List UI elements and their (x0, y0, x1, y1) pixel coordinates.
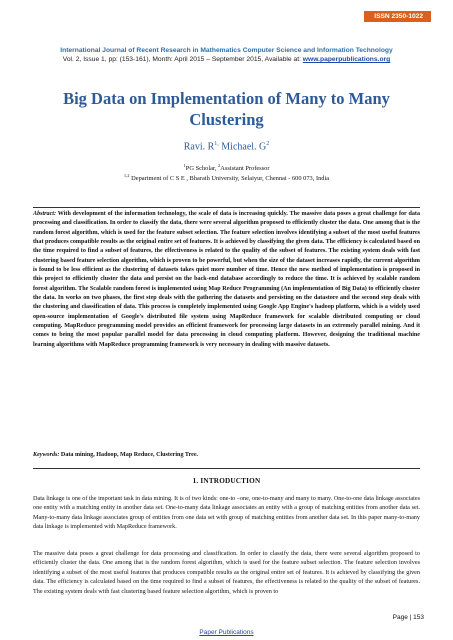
keywords-text: Data mining, Hadoop, Map Reduce, Clustering Tree. (59, 452, 199, 458)
journal-website-link[interactable]: www.paperpublications.org (302, 56, 391, 63)
author-2-sup: 2 (266, 141, 270, 147)
keywords-label: Keywords: (33, 452, 60, 458)
footer-publisher-link[interactable]: Paper Publications (199, 629, 254, 636)
section-heading-introduction: 1. INTRODUCTION (192, 477, 261, 485)
keywords (33, 452, 420, 458)
issn-badge: ISSN 2350-1022 (364, 11, 431, 22)
affil-sup-1: 1 (183, 163, 186, 168)
abstract-bottom-rule (33, 468, 420, 469)
author-1-sup: 1, (214, 141, 219, 147)
affil-role-2: Assistant Professor (220, 165, 270, 173)
affiliation-roles (20, 163, 433, 172)
affil-inst-text: Department of C S E , Bharath University, Selaiyur, Chennai - 600 073, India (129, 175, 330, 183)
author-1: Ravi. R (183, 141, 215, 153)
journal-name: International Journal of Recent Research in Mathematics Computer Science and Information Technology (60, 47, 393, 54)
journal-header (20, 46, 433, 64)
intro-paragraph-2: The massive data poses a great challenge for data processing and classification. In order to classify the data, there were several algorithm proposed to efficiently cluster the data. One among that is the random forest algorithm, which is used for the feature subset selection. The feature selection involves identifying a subset of the most useful features that produces compatible results as the original entire set of features. It is achieved by classifying the given data. The efficiency is calculated based on the time required to find a subset of features, the effectiveness is related to the quality of the subset of features. The existing system deals with fast clustering based feature selection algorithm, which is proven to (33, 550, 420, 595)
abstract-top-rule (33, 207, 420, 208)
page-number: Page | 153 (392, 614, 424, 621)
authors (20, 141, 433, 152)
affil-sup-2: 2 (218, 163, 221, 168)
journal-info (20, 55, 433, 64)
intro-paragraph-1: Data linkage is one of the important task in data mining. It is of two kinds: one-to –one, one-to-many and many to many. One-to-one data linkage associates one entity with a matching entity in another data set. One-to-many data linkage associates an entity with a group of matching entities from another data set. Many-to-many data linkage associates group of entities from one data set with group of matching entities from another data set. In this paper many-to-many data linkage is implemented with MapReduce framework. (33, 495, 420, 531)
affil-role-1: PG Scholar, (185, 165, 219, 173)
affil-inst-sup: 1,2 (123, 173, 130, 178)
paper-title: Big Data on Implementation of Many to Many Clustering (63, 89, 390, 129)
author-2: Michael. G (218, 141, 267, 153)
abstract-label: Abstract: (33, 211, 57, 217)
affiliation-institution (20, 173, 433, 182)
abstract-text: With development of the information technology, the scale of data is increasing quickly. The massive data poses a great challenge for data processing and classification. In order to classify the data, there were several algorithm proposed to efficiently cluster the data. One among that is the random forest algorithm, which is used for the feature subset selection. The feature selection involves identifying a subset of the most useful features that produces compatible results as the original entire set of features. It is achieved by classifying the given data. The efficiency is calculated based on the time required to find a subset of features, the effectiveness is related to the quality of the subset of features. The existing system deals with fast clustering based feature selection algorithm, which is proven to be powerful, but when the size of the dataset increases rapidly, the current algorithm is found to be less efficient as the clustering of datasets takes quiet more number of time. Hence the new method of implementation is proposed in this project to efficiently cluster the data and persist on the back-end database accordingly to reduce the time. It is achieved by scalable random forest algorithm. The Scalable random forest is implemented using Map Reduce Programming (An implementation of Big Data) to efficiently cluster the data. In works on two phases, the first step deals with the gathering the datasets and persisting on the datastore and the second step deals with the clustering and classification of data. This process is completely implemented using Google App Engine's hadoop platform, which is a widely used open-source implementation of Google's distributed file system using MapReduce framework for scalable distributed computing or cloud computing. MapReduce programming model provides an efficient framework for processing large datasets in an extremely parallel mining. And it comes to being the most popular parallel model for data processing in cloud computing platform. However, designing the traditional machine learning algorithms with MapReduce programming framework is very necessary in dealing with massive datasets. (33, 211, 420, 348)
journal-info-text: Vol. 2, Issue 1, pp: (153-161), Month: April 2015 – September 2015, Available at: (62, 56, 303, 63)
abstract (33, 210, 420, 350)
